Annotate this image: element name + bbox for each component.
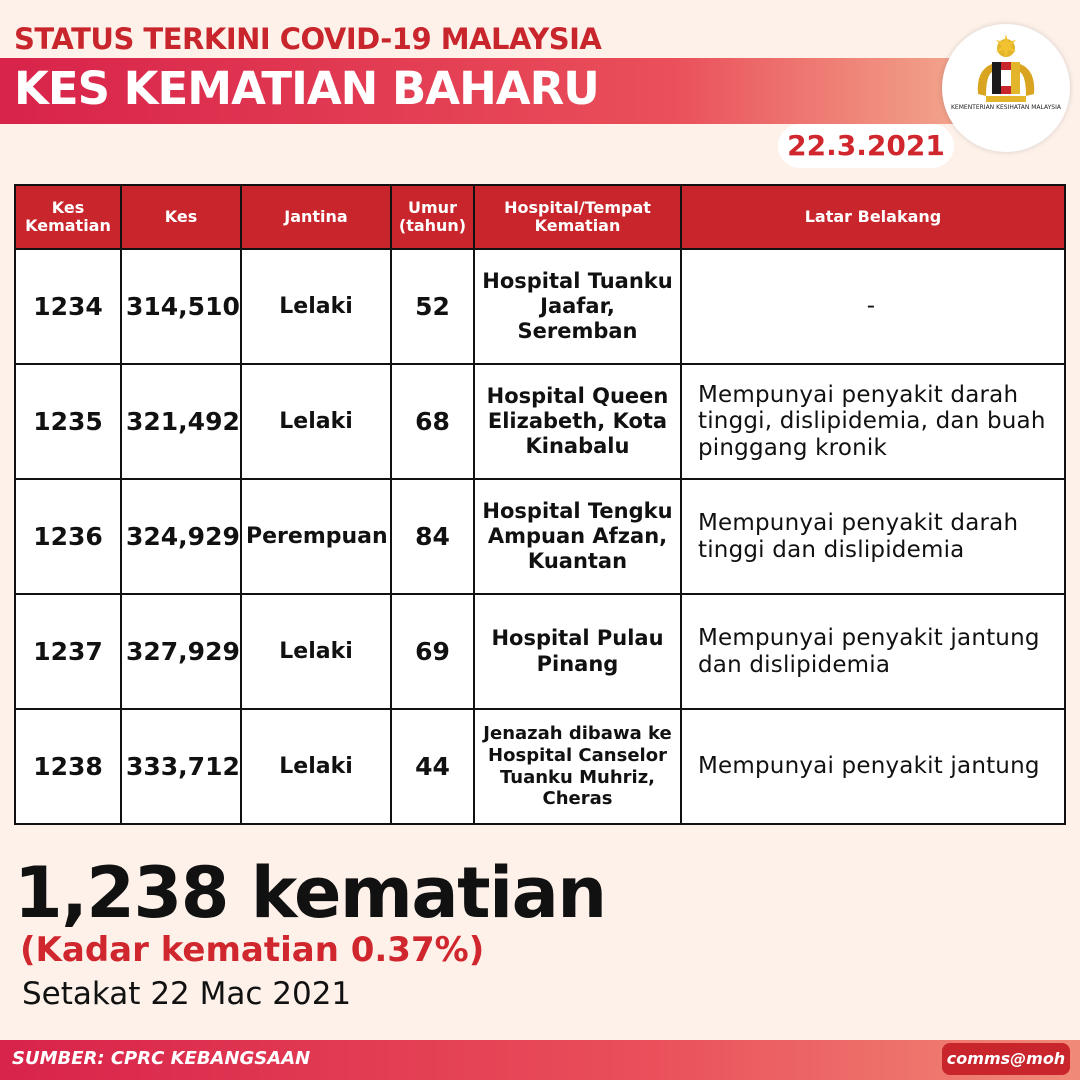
cell-kes: 327,929 (121, 594, 241, 709)
page-title: KES KEMATIAN BAHARU (14, 62, 599, 115)
cell-jantina: Lelaki (241, 594, 391, 709)
cell-latar-belakang: Mempunyai penyakit darah tinggi dan dislipidemia (681, 479, 1065, 594)
cell-jantina: Lelaki (241, 364, 391, 479)
table-row (15, 364, 1065, 479)
cell-kes-kematian: 1238 (15, 709, 121, 824)
cell-latar-belakang: Mempunyai penyakit jantung dan dislipidemia (681, 594, 1065, 709)
cell-hospital: Hospital Tengku Ampuan Afzan, Kuantan (474, 479, 681, 594)
column-header-umur: Umur (tahun) (391, 185, 474, 249)
total-deaths: 1,238 kematian (14, 852, 606, 934)
table-row (15, 594, 1065, 709)
cell-kes-kematian: 1237 (15, 594, 121, 709)
cell-kes: 333,712 (121, 709, 241, 824)
cell-umur: 44 (391, 709, 474, 824)
cell-kes-kematian: 1234 (15, 249, 121, 364)
as-of-date: Setakat 22 Mac 2021 (22, 976, 352, 1012)
ministry-logo (942, 24, 1070, 152)
cell-kes: 314,510 (121, 249, 241, 364)
cell-latar-belakang: Mempunyai penyakit jantung (681, 709, 1065, 824)
table-row (15, 249, 1065, 364)
cell-latar-belakang: Mempunyai penyakit darah tinggi, dislipidemia, dan buah pinggang kronik (681, 364, 1065, 479)
deaths-table (14, 184, 1066, 825)
cell-jantina: Lelaki (241, 249, 391, 364)
table-row (15, 479, 1065, 594)
cell-hospital: Jenazah dibawa ke Hospital Canselor Tuanku Muhriz, Cheras (474, 709, 681, 824)
logo-caption: KEMENTERIAN KESIHATAN MALAYSIA (951, 104, 1061, 111)
cell-kes: 324,929 (121, 479, 241, 594)
cell-hospital: Hospital Tuanku Jaafar, Seremban (474, 249, 681, 364)
cell-umur: 69 (391, 594, 474, 709)
cell-jantina: Lelaki (241, 709, 391, 824)
column-header-kes: Kes (121, 185, 241, 249)
table-row (15, 709, 1065, 824)
cell-hospital: Hospital Queen Elizabeth, Kota Kinabalu (474, 364, 681, 479)
cell-latar-belakang: - (681, 249, 1065, 364)
date-badge: 22.3.2021 (778, 124, 954, 168)
death-rate: (Kadar kematian 0.37%) (20, 930, 485, 970)
table-header-row (15, 185, 1065, 249)
cell-umur: 52 (391, 249, 474, 364)
cell-kes: 321,492 (121, 364, 241, 479)
column-header-hospital: Hospital/Tempat Kematian (474, 185, 681, 249)
cell-jantina: Perempuan (241, 479, 391, 594)
source-label: SUMBER: CPRC KEBANGSAAN (12, 1048, 311, 1069)
cell-kes-kematian: 1235 (15, 364, 121, 479)
handle-badge: comms@moh (942, 1043, 1070, 1075)
column-header-jantina: Jantina (241, 185, 391, 249)
cell-umur: 68 (391, 364, 474, 479)
cell-umur: 84 (391, 479, 474, 594)
cell-kes-kematian: 1236 (15, 479, 121, 594)
page-subtitle: STATUS TERKINI COVID-19 MALAYSIA (14, 22, 602, 56)
cell-hospital: Hospital Pulau Pinang (474, 594, 681, 709)
column-header-kes-kematian: Kes Kematian (15, 185, 121, 249)
column-header-latar-belakang: Latar Belakang (681, 185, 1065, 249)
